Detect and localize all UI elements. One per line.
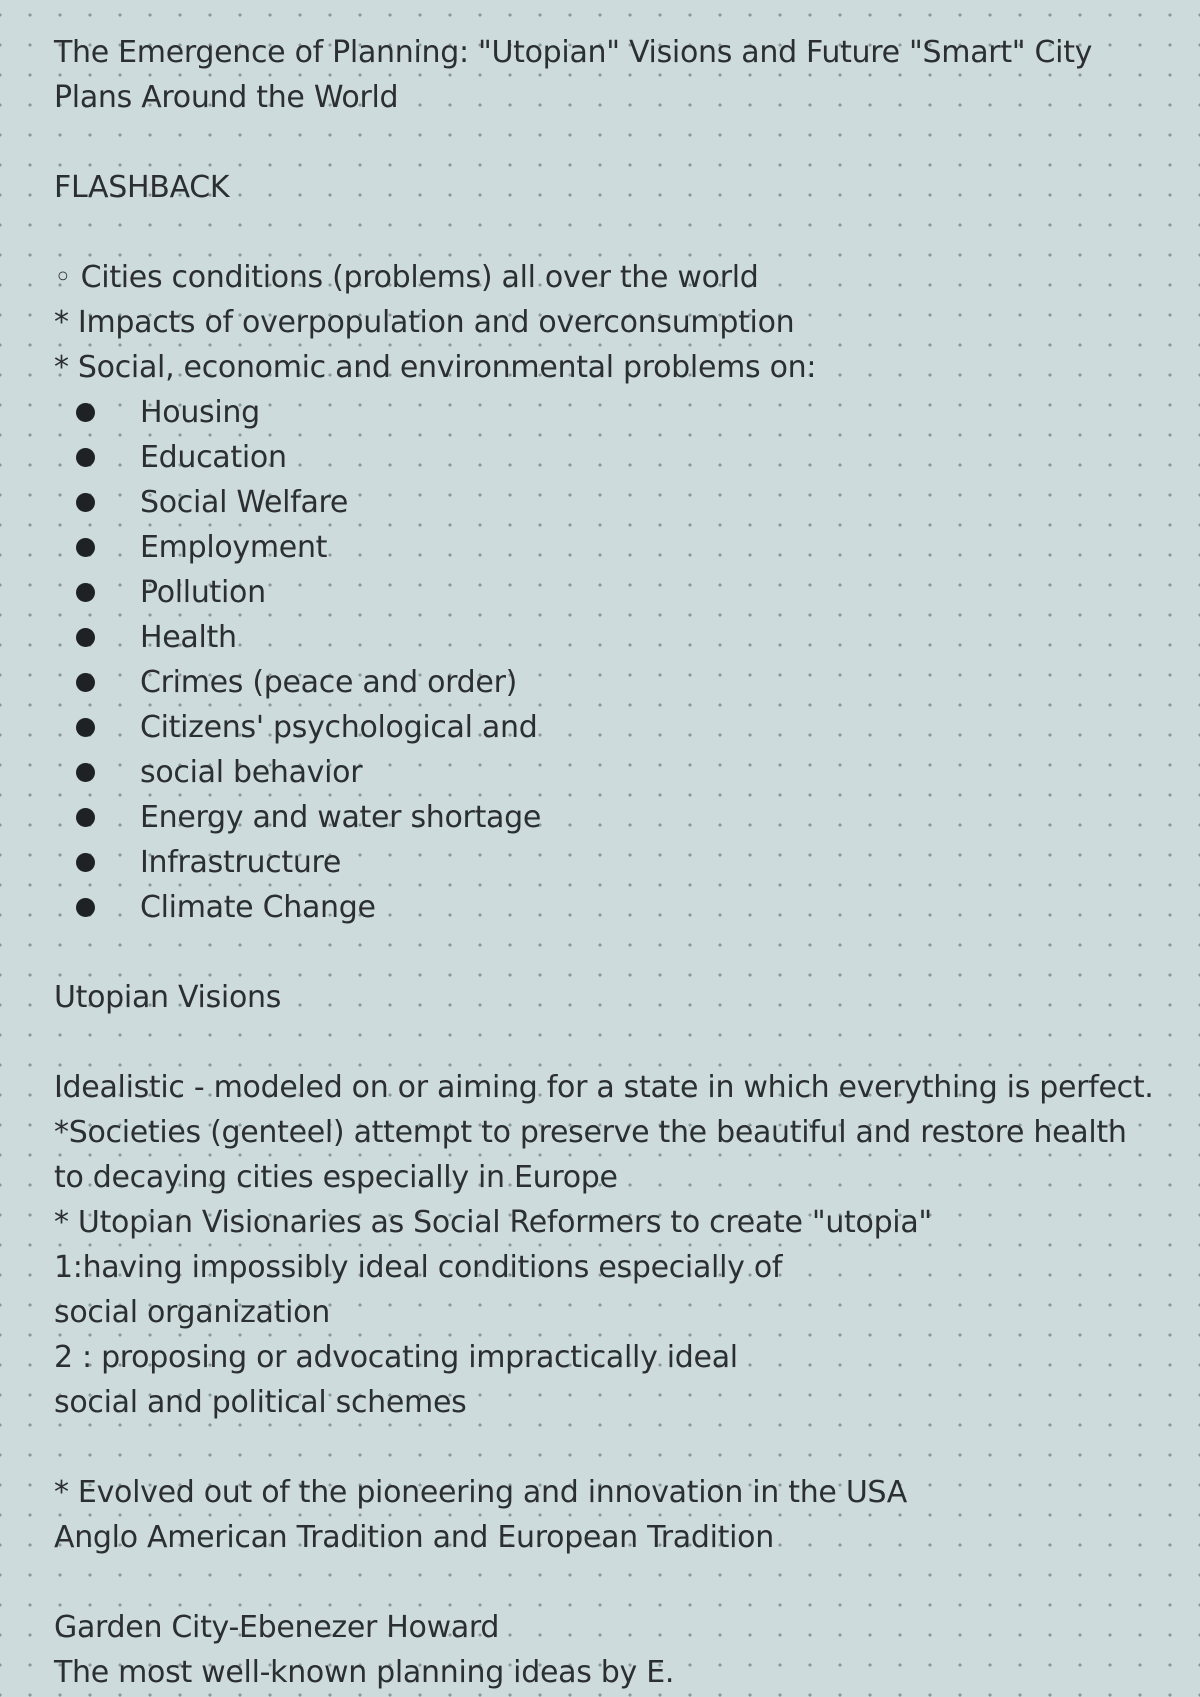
utopian-line: to decaying cities especially in Europe: [54, 1160, 618, 1195]
bullet-icon: [76, 448, 95, 467]
bullet-list-item: [54, 525, 1174, 570]
bullet-list-item: [54, 480, 1174, 525]
bullet-text: Education: [140, 440, 287, 475]
bullet-list-item: [54, 795, 1174, 840]
bullet-icon: [76, 583, 95, 602]
bullet-text: Energy and water shortage: [140, 800, 542, 835]
bullet-icon: [76, 763, 95, 782]
utopian-line: social organization: [54, 1295, 330, 1330]
bullet-text: Crimes (peace and order): [140, 665, 518, 700]
bullet-icon: [76, 673, 95, 692]
bullet-icon: [76, 493, 95, 512]
note-title-line-1: The Emergence of Planning: "Utopian" Visions and Future "Smart" City: [54, 35, 1093, 70]
utopian-line: 2 : proposing or advocating impractically ideal: [54, 1340, 738, 1375]
evolved-line: Anglo American Tradition and European Tradition: [54, 1520, 774, 1555]
bullet-list-item: [54, 750, 1174, 795]
flashback-heading: FLASHBACK: [54, 170, 230, 205]
bullet-text: social behavior: [140, 755, 363, 790]
bullet-icon: [76, 538, 95, 557]
bullet-list-item: [54, 615, 1174, 660]
bullet-list-item: [54, 570, 1174, 615]
bullet-list-item: [54, 705, 1174, 750]
bullet-list-item: [54, 840, 1174, 885]
bullet-text: Climate Change: [140, 890, 376, 925]
bullet-text: Health: [140, 620, 237, 655]
bullet-list-item: [54, 435, 1174, 480]
bullet-list-item: [54, 660, 1174, 705]
garden-city-line: The most well-known planning ideas by E.: [54, 1655, 675, 1690]
utopian-line: * Utopian Visionaries as Social Reformers to create "utopia": [54, 1205, 932, 1240]
flashback-line: * Social, economic and environmental problems on:: [54, 350, 817, 385]
blank-line: [54, 1560, 1174, 1605]
blank-line: [54, 930, 1174, 975]
blank-line: [54, 120, 1174, 165]
bullet-icon: [76, 628, 95, 647]
bullet-icon: [76, 808, 95, 827]
bullet-icon: [76, 898, 95, 917]
bullet-list-item: [54, 885, 1174, 930]
utopian-heading: Utopian Visions: [54, 980, 282, 1015]
bullet-text: Citizens' psychological and: [140, 710, 538, 745]
evolved-line: * Evolved out of the pioneering and innovation in the USA: [54, 1475, 908, 1510]
bullet-icon: [76, 403, 95, 422]
problems-bullet-list: [54, 390, 1174, 930]
blank-line: [54, 1020, 1174, 1065]
blank-line: [54, 1425, 1174, 1470]
utopian-line: Idealistic - modeled on or aiming for a state in which everything is perfect.: [54, 1070, 1154, 1105]
blank-line: [54, 210, 1174, 255]
flashback-line: * Impacts of overpopulation and overconsumption: [54, 305, 795, 340]
flashback-line: ◦ Cities conditions (problems) all over the world: [54, 260, 759, 295]
bullet-text: Social Welfare: [140, 485, 349, 520]
bullet-text: Pollution: [140, 575, 266, 610]
bullet-icon: [76, 718, 95, 737]
note-title-line-2: Plans Around the World: [54, 80, 399, 115]
bullet-text: Infrastructure: [140, 845, 342, 880]
utopian-line: 1:having impossibly ideal conditions especially of: [54, 1250, 783, 1285]
bullet-text: Employment: [140, 530, 328, 565]
garden-city-line: Garden City-Ebenezer Howard: [54, 1610, 500, 1645]
bullet-text: Housing: [140, 395, 260, 430]
bullet-list-item: [54, 390, 1174, 435]
bullet-icon: [76, 853, 95, 872]
utopian-line: *Societies (genteel) attempt to preserve the beautiful and restore health: [54, 1115, 1127, 1150]
utopian-line: social and political schemes: [54, 1385, 467, 1420]
note-body[interactable]: [54, 30, 1174, 1695]
